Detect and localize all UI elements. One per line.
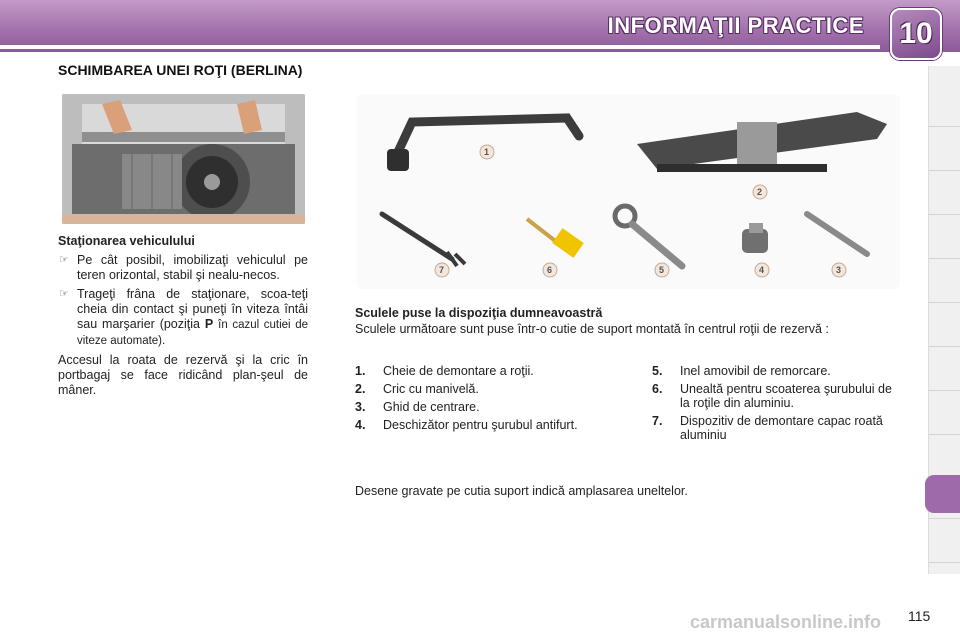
tab-divider	[929, 214, 960, 215]
tab-divider	[929, 302, 960, 303]
parking-step-2	[58, 287, 308, 349]
tab-divider	[929, 434, 960, 435]
chapter-tab-active[interactable]	[925, 475, 960, 513]
tool-label-1: 1	[484, 147, 490, 157]
chapter-badge: 10	[890, 8, 942, 60]
tools-image	[357, 94, 900, 289]
list-item: 3. Ghid de centrare.	[355, 400, 480, 414]
tools-illustration	[357, 94, 900, 289]
tool-label-5: 5	[659, 265, 665, 275]
tab-divider	[929, 562, 960, 563]
trunk-illustration	[62, 94, 305, 224]
trunk-spare-wheel-image	[62, 94, 305, 224]
tool-label-2: 2	[757, 187, 763, 197]
parking-instructions	[58, 234, 308, 398]
list-item: 6. Unealtă pentru scoaterea şurubului de la roţile din aluminiu.	[652, 382, 892, 410]
watermark: carmanualsonline.info	[690, 612, 882, 632]
tab-divider	[929, 170, 960, 171]
tools-list-right	[652, 364, 902, 446]
section-title: SCHIMBAREA UNEI ROŢI (BERLINA)	[58, 62, 303, 78]
list-item: 5. Inel amovibil de remorcare.	[652, 364, 831, 378]
pointer-hand-icon: ☞	[59, 254, 69, 266]
list-item: 4. Deschizător pentru şurubul antifurt.	[355, 418, 578, 432]
pointer-hand-icon: ☞	[59, 288, 69, 300]
tab-divider	[929, 258, 960, 259]
tool-label-3: 3	[836, 265, 842, 275]
parking-step-2-text: Trageţi frâna de staţionare, scoa-teţi cheia din contact şi puneţi în viteza întâi sau marşarier (poziţia	[77, 287, 308, 331]
page-title: INFORMAŢII PRACTICE	[607, 13, 864, 38]
tab-divider	[929, 346, 960, 347]
list-item: 7. Dispozitiv de demontare capac roată aluminiu	[652, 414, 883, 442]
tool-label-6: 6	[547, 265, 553, 275]
tab-divider	[929, 390, 960, 391]
tools-list-left	[355, 364, 595, 436]
tab-divider	[929, 518, 960, 519]
list-item: 2. Cric cu manivelă.	[355, 382, 479, 396]
spare-wheel-access-text: Accesul la roata de rezervă şi la cric în portbagaj se face ridicând plan-şeul de mâner.	[58, 353, 308, 397]
tools-footnote: Desene gravate pe cutia suport indică amplasarea uneltelor.	[355, 484, 688, 498]
page-number: 115	[908, 608, 931, 624]
tools-heading: Sculele puse la dispoziţia dumneavoastră	[355, 306, 603, 320]
tool-label-4: 4	[759, 265, 765, 275]
header-divider	[0, 45, 880, 49]
parking-step-2-note: în cazul cutiei de viteze automate).	[77, 319, 308, 347]
tool-label-7: 7	[439, 265, 445, 275]
tools-intro: Sculele următoare sunt puse într-o cutie de suport montată în centrul roţii de rezervă :	[355, 322, 829, 336]
list-item: 1. Cheie de demontare a roţii.	[355, 364, 534, 378]
gear-position-p: P	[204, 317, 214, 331]
parking-heading: Staţionarea vehiculului	[58, 234, 195, 248]
parking-step-1-text: Pe cât posibil, imobilizaţi vehiculul pe teren orizontal, stabil şi nealu-necos.	[77, 253, 308, 282]
parking-step-1	[58, 253, 308, 283]
tab-divider	[929, 126, 960, 127]
